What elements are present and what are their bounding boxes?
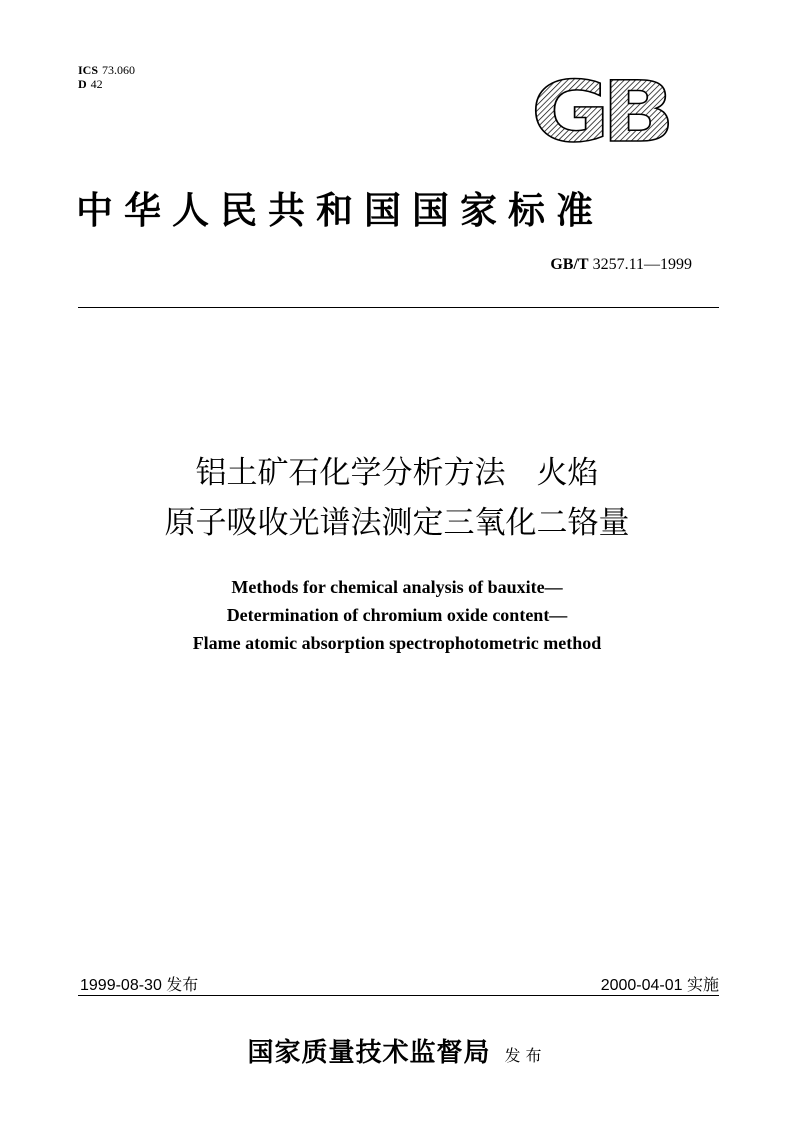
ics-label: ICS (78, 63, 99, 77)
footer-divider (78, 995, 719, 996)
chinese-title-line-2: 原子吸收光谱法测定三氧化二铬量 (164, 505, 630, 541)
standard-prefix: GB/T (550, 256, 589, 273)
chinese-title (0, 448, 794, 548)
header-divider (78, 307, 719, 308)
ccs-code (78, 77, 135, 91)
english-title-line-3: Flame atomic absorption spectrophotometric method (192, 633, 602, 653)
ics-value: 73.060 (102, 63, 136, 77)
english-title-line-1: Methods for chemical analysis of bauxite— (231, 577, 563, 597)
gb-logo (530, 72, 672, 148)
english-title-line-2: Determination of chromium oxide content— (226, 605, 568, 625)
national-standard-title: 中华人民共和国国家标准 (76, 188, 604, 232)
ics-code (78, 63, 135, 77)
issuer-action: 发布 (504, 1046, 547, 1065)
standard-number (480, 256, 692, 274)
chinese-title-line-1: 铝土矿石化学分析方法 火焰 (195, 455, 599, 491)
issuer (0, 1032, 794, 1069)
ccs-value: 42 (90, 77, 103, 91)
issue-date: 1999-08-30 发布 (80, 977, 199, 994)
issuer-organization: 国家质量技术监督局 (247, 1038, 491, 1068)
standard-code: 3257.11—1999 (592, 256, 692, 273)
gb-logo-text: GB (531, 72, 670, 148)
implementation-date: 2000-04-01 实施 (600, 977, 719, 994)
ccs-label: D (78, 77, 87, 91)
classification-codes (78, 63, 135, 91)
english-title (0, 573, 794, 657)
